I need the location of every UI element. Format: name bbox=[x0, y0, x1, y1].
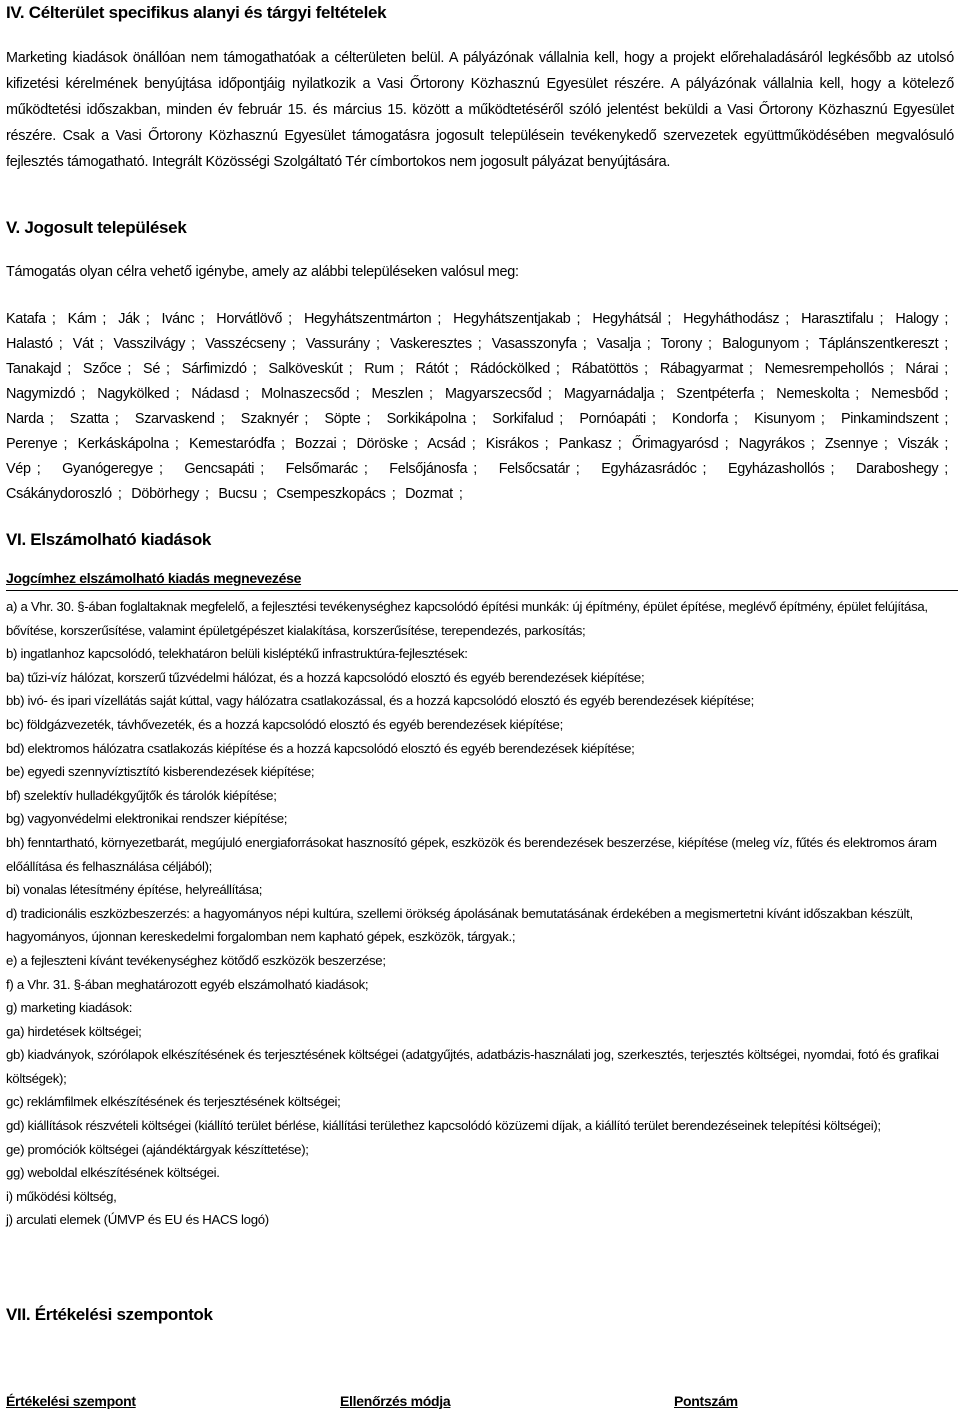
expense-item: bc) földgázvezeték, távhővezeték, és a hozzá kapcsolódó elosztó és egyéb berendezések kiépítése; bbox=[6, 716, 563, 732]
town-name: Sárfimizdó bbox=[181, 361, 247, 377]
town-separator: ; bbox=[205, 486, 209, 502]
town-name: Nádasd bbox=[191, 386, 240, 402]
town-name: Nemesrempehollós bbox=[764, 361, 884, 377]
town-name: Kám bbox=[67, 311, 97, 327]
town-separator: ; bbox=[304, 411, 309, 427]
score-header: Pontszám bbox=[674, 1393, 738, 1409]
town-separator: ; bbox=[576, 311, 581, 327]
town-name: Bozzai bbox=[295, 436, 337, 452]
town-name: Ják bbox=[118, 311, 140, 327]
section-6-title: VI. Elszámolható kiadások bbox=[6, 530, 212, 549]
town-name: Pankasz bbox=[558, 436, 612, 452]
town-name: Halogy bbox=[895, 311, 939, 327]
expense-column-header: Jogcímhez elszámolható kiadás megnevezése bbox=[6, 569, 958, 591]
town-separator: ; bbox=[245, 386, 249, 402]
town-separator: ; bbox=[582, 336, 587, 352]
town-separator: ; bbox=[220, 411, 225, 427]
town-name: Szentpéterfa bbox=[676, 386, 755, 402]
town-name: Nemesbőd bbox=[871, 386, 939, 402]
verification-method-header: Ellenőrzés módja bbox=[340, 1393, 451, 1409]
town-separator: ; bbox=[944, 336, 948, 352]
town-name: Tanakajd bbox=[6, 361, 62, 377]
town-separator: ; bbox=[944, 436, 949, 452]
town-name: Kisrákos bbox=[485, 436, 539, 452]
town-name: Felsőmarác bbox=[285, 461, 358, 477]
expense-item: ge) promóciók költségei (ajándéktárgyak készíttetése); bbox=[6, 1141, 309, 1157]
expense-item: bd) elektromos hálózatra csatlakozás kiépítése és a hozzá kapcsolódó elosztó és egyéb berendezések kiépítése; bbox=[6, 740, 635, 756]
town-separator: ; bbox=[708, 336, 712, 352]
town-name: Vát bbox=[72, 336, 94, 352]
expense-item: bb) ivó- és ipari vízellátás saját kúttal, vagy hálózatra csatlakozással, és a hozzá kapcsolódó elosztó és egyéb berendezések kiépítése; bbox=[6, 693, 754, 709]
town-name: Narda bbox=[6, 411, 44, 427]
evaluation-criterion-header: Értékelési szempont bbox=[6, 1393, 136, 1409]
town-separator: ; bbox=[127, 361, 132, 377]
town-name: Dozmat bbox=[405, 486, 453, 502]
town-name: Vasalja bbox=[596, 336, 641, 352]
town-separator: ; bbox=[291, 336, 296, 352]
expense-item: bi) vonalas létesítmény építése, helyreállítása; bbox=[6, 882, 263, 898]
expense-item: b) ingatlanhoz kapcsolódó, telekhatáron belüli kisléptékű infrastruktúra-fejlesztések: bbox=[6, 646, 468, 662]
town-separator: ; bbox=[355, 386, 360, 402]
town-separator: ; bbox=[363, 461, 368, 477]
section-4-title: IV. Célterület specifikus alanyi és tárgyi feltételek bbox=[6, 3, 387, 22]
town-name: Sé bbox=[143, 361, 161, 377]
town-separator: ; bbox=[944, 386, 949, 402]
town-separator: ; bbox=[166, 361, 170, 377]
town-name: Salköveskút bbox=[268, 361, 343, 377]
expense-item: e) a fejleszteni kívánt tevékenységhez kötődő eszközök beszerzése; bbox=[6, 952, 386, 968]
town-separator: ; bbox=[252, 361, 257, 377]
town-name: Nárai bbox=[905, 361, 939, 377]
town-name: Torony bbox=[660, 336, 703, 352]
town-separator: ; bbox=[58, 336, 63, 352]
town-name: Rábatöttös bbox=[571, 361, 639, 377]
town-name: Nagymizdó bbox=[6, 386, 76, 402]
section-5-title: V. Jogosult települések bbox=[6, 218, 187, 237]
town-separator: ; bbox=[667, 311, 672, 327]
town-name: Pornóapáti bbox=[579, 411, 646, 427]
town-name: Kondorfa bbox=[672, 411, 729, 427]
town-name: Döröske bbox=[356, 436, 408, 452]
town-separator: ; bbox=[810, 436, 815, 452]
town-separator: ; bbox=[473, 461, 477, 477]
town-name: Döbörhegy bbox=[131, 486, 199, 502]
town-separator: ; bbox=[260, 461, 264, 477]
town-name: Vasszilvágy bbox=[113, 336, 186, 352]
expense-item: gg) weboldal elkészítésének költségei. bbox=[6, 1165, 220, 1181]
town-name: Sorkikápolna bbox=[386, 411, 467, 427]
town-name: Felsőcsatár bbox=[498, 461, 570, 477]
town-separator: ; bbox=[49, 411, 54, 427]
town-separator: ; bbox=[437, 311, 442, 327]
town-separator: ; bbox=[472, 411, 476, 427]
town-name: Nagyrákos bbox=[738, 436, 805, 452]
town-list bbox=[6, 307, 954, 507]
town-separator: ; bbox=[879, 311, 884, 327]
town-name: Hegyhátsál bbox=[592, 311, 662, 327]
expense-list bbox=[6, 595, 954, 1232]
town-separator: ; bbox=[748, 361, 753, 377]
town-separator: ; bbox=[458, 486, 463, 502]
town-name: Vasasszonyfa bbox=[491, 336, 577, 352]
expense-item: ba) tűzi-víz hálózat, korszerű tűzvédelmi hálózat, és a hozzá kapcsolódó elosztó és egyéb berendezések kiépítése; bbox=[6, 669, 645, 685]
town-separator: ; bbox=[944, 361, 948, 377]
town-separator: ; bbox=[51, 311, 56, 327]
town-separator: ; bbox=[559, 411, 563, 427]
town-name: Katafa bbox=[6, 311, 46, 327]
town-name: Szaknyér bbox=[240, 411, 299, 427]
town-separator: ; bbox=[288, 311, 292, 327]
town-separator: ; bbox=[117, 486, 122, 502]
town-separator: ; bbox=[944, 411, 949, 427]
town-name: Rum bbox=[364, 361, 394, 377]
town-name: Söpte bbox=[324, 411, 361, 427]
expense-item: ga) hirdetések költségei; bbox=[6, 1023, 142, 1039]
town-name: Szatta bbox=[69, 411, 109, 427]
town-name: Sorkifalud bbox=[492, 411, 554, 427]
town-name: Szarvaskend bbox=[134, 411, 215, 427]
town-separator: ; bbox=[175, 386, 180, 402]
section-4-body: Marketing kiadások önállóan nem támogathatóak a célterületen belül. A pályázónak vállalnia kell, hogy a projekt előrehaladásáról legkésőbb az utolsó kifizetési kérelmének benyújtása időpontjáig nyilatkozik a Vasi Őrtorony Közhasznú Egyesület részére. A pályázónak vállalnia kell, hogy a kötelező működtetési időszakban, minden év február 15. és március 15. között a működtetéséről szóló jelentést beküldi a Vasi Őrtorony Közhasznú Egyesület részére. Csak a Vasi Őrtorony Közhasznú Egyesület támogatásra jogosult településein tevékenykedő szervezetek együttműködésében megvalósuló fejlesztés támogatható. Integrált Közösségi Szolgáltató Tér címbortokos nem jogosult pályázat benyújtására. bbox=[6, 50, 954, 170]
town-separator: ; bbox=[102, 311, 107, 327]
town-name: Rádóckölked bbox=[470, 361, 550, 377]
town-separator: ; bbox=[944, 311, 949, 327]
town-separator: ; bbox=[944, 461, 948, 477]
town-separator: ; bbox=[820, 411, 825, 427]
town-name: Balogunyom bbox=[722, 336, 800, 352]
town-name: Kemestaródfa bbox=[188, 436, 275, 452]
expense-item: j) arculati elemek (ÚMVP és EU és HACS logó) bbox=[6, 1212, 269, 1228]
expense-item: gc) reklámfilmek elkészítésének és terjesztésének költségei; bbox=[6, 1094, 341, 1110]
town-name: Csempeszkopács bbox=[276, 486, 386, 502]
town-separator: ; bbox=[805, 336, 809, 352]
town-separator: ; bbox=[174, 436, 179, 452]
town-separator: ; bbox=[114, 411, 119, 427]
town-name: Viszák bbox=[897, 436, 939, 452]
evaluation-table-header bbox=[6, 1393, 954, 1413]
town-name: Ivánc bbox=[161, 311, 195, 327]
town-separator: ; bbox=[342, 436, 347, 452]
town-name: Gyanógeregye bbox=[62, 461, 153, 477]
town-name: Nagykölked bbox=[97, 386, 170, 402]
expense-item: bf) szelektív hulladékgyűjtők és tárolók kiépítése; bbox=[6, 787, 277, 803]
town-name: Horvátlövő bbox=[216, 311, 283, 327]
town-name: Hegyháthodász bbox=[683, 311, 780, 327]
expense-item: d) tradicionális eszközbeszerzés: a hagyományos népi kultúra, szellemi örökség ápolásának bemutatásának érdekében a megismertetni kívánt időszakban készült, hagyományos, újonnan kereskedelmi forgalomban nem kapható gépek, eszközök, tárgyak.; bbox=[6, 905, 913, 945]
town-name: Halastó bbox=[6, 336, 53, 352]
town-separator: ; bbox=[760, 386, 764, 402]
town-separator: ; bbox=[855, 386, 859, 402]
town-name: Vasszécseny bbox=[205, 336, 286, 352]
town-name: Csákánydoroszló bbox=[6, 486, 112, 502]
town-name: Nemeskolta bbox=[776, 386, 850, 402]
town-name: Vassurány bbox=[305, 336, 370, 352]
town-separator: ; bbox=[734, 411, 738, 427]
town-separator: ; bbox=[454, 361, 459, 377]
town-separator: ; bbox=[158, 461, 163, 477]
town-name: Vaskeresztes bbox=[390, 336, 472, 352]
town-separator: ; bbox=[785, 311, 789, 327]
town-separator: ; bbox=[366, 411, 371, 427]
town-name: Magyarnádalja bbox=[563, 386, 655, 402]
expense-item: a) a Vhr. 30. §-ában foglaltaknak megfelelő, a fejlesztési tevékenységhez kapcsolódó építési munkák: új építmény, épület építése, meglévő építmény, épület felújítása, bővítése, korszerűsítése, valamint épületgépészet kialakítása, korszerűsítése, terependezés, parkosítás; bbox=[6, 599, 928, 638]
town-name: Magyarszecsőd bbox=[444, 386, 542, 402]
town-name: Perenye bbox=[6, 436, 58, 452]
town-separator: ; bbox=[375, 336, 380, 352]
town-name: Kisunyom bbox=[754, 411, 815, 427]
expense-item: f) a Vhr. 31. §-ában meghatározott egyéb elszámolható kiadások; bbox=[6, 976, 369, 992]
town-name: Felsőjánosfa bbox=[389, 461, 468, 477]
town-separator: ; bbox=[617, 436, 622, 452]
expense-item: be) egyedi szennyvíztisztító kisberendezések kiépítése; bbox=[6, 764, 315, 780]
town-separator: ; bbox=[646, 336, 651, 352]
town-name: Szőce bbox=[82, 361, 122, 377]
town-name: Pinkamindszent bbox=[840, 411, 939, 427]
section-7-title: VII. Értékelési szempontok bbox=[6, 1305, 213, 1325]
town-separator: ; bbox=[391, 486, 396, 502]
town-name: Daraboshegy bbox=[855, 461, 939, 477]
town-separator: ; bbox=[724, 436, 729, 452]
town-separator: ; bbox=[429, 386, 433, 402]
town-separator: ; bbox=[883, 436, 888, 452]
town-separator: ; bbox=[99, 336, 104, 352]
expense-item: gd) kiállítások részvételi költségei (kiállító terület bérlése, kiállítási területhez kapcsolódó közüzemi díjak, a kiállító terület berendezéseinek telepítési költségei); bbox=[6, 1118, 881, 1134]
town-name: Rábagyarmat bbox=[659, 361, 743, 377]
town-name: Kerkáskápolna bbox=[77, 436, 169, 452]
town-name: Zsennye bbox=[824, 436, 878, 452]
town-separator: ; bbox=[555, 361, 560, 377]
town-separator: ; bbox=[262, 486, 267, 502]
town-name: Gencsapáti bbox=[184, 461, 255, 477]
town-separator: ; bbox=[348, 361, 353, 377]
town-separator: ; bbox=[644, 361, 648, 377]
expense-item: bh) fenntartható, környezetbarát, megújuló energiaforrásokat hasznosító gépek, eszközök és berendezések beszerzése, kiépítése (meleg víz, fűtés és elektromos áram előállítása és felhasználása céljából); bbox=[6, 834, 937, 874]
town-separator: ; bbox=[471, 436, 476, 452]
town-name: Molnaszecsőd bbox=[261, 386, 350, 402]
town-name: Hegyhátszentmárton bbox=[303, 311, 432, 327]
town-separator: ; bbox=[830, 461, 835, 477]
town-name: Harasztifalu bbox=[801, 311, 874, 327]
town-separator: ; bbox=[702, 461, 707, 477]
town-name: Bucsu bbox=[218, 486, 257, 502]
expense-item: i) működési költség, bbox=[6, 1188, 117, 1204]
town-separator: ; bbox=[145, 311, 150, 327]
town-separator: ; bbox=[67, 361, 71, 377]
town-name: Acsád bbox=[427, 436, 466, 452]
expense-item: g) marketing kiadások: bbox=[6, 1000, 133, 1016]
town-separator: ; bbox=[63, 436, 68, 452]
town-separator: ; bbox=[575, 461, 580, 477]
expense-item: bg) vagyonvédelmi elektronikai rendszer kiépítése; bbox=[6, 811, 288, 827]
town-separator: ; bbox=[81, 386, 85, 402]
town-name: Rátót bbox=[415, 361, 449, 377]
town-separator: ; bbox=[399, 361, 404, 377]
town-separator: ; bbox=[544, 436, 549, 452]
town-name: Vép bbox=[6, 461, 31, 477]
town-name: Meszlen bbox=[371, 386, 424, 402]
town-name: Egyházashollós bbox=[727, 461, 825, 477]
town-separator: ; bbox=[36, 461, 41, 477]
town-separator: ; bbox=[547, 386, 552, 402]
section-5-intro: Támogatás olyan célra vehető igénybe, amely az alábbi településeken valósul meg: bbox=[6, 264, 519, 280]
town-name: Egyházasrádóc bbox=[601, 461, 697, 477]
town-separator: ; bbox=[191, 336, 195, 352]
town-separator: ; bbox=[280, 436, 285, 452]
town-separator: ; bbox=[651, 411, 656, 427]
town-separator: ; bbox=[477, 336, 482, 352]
town-name: Őrimagyarósd bbox=[631, 436, 719, 452]
town-name: Táplánszentkereszt bbox=[818, 336, 939, 352]
town-separator: ; bbox=[660, 386, 665, 402]
town-name: Hegyhátszentjakab bbox=[453, 311, 571, 327]
town-separator: ; bbox=[413, 436, 418, 452]
expense-item: gb) kiadványok, szórólapok elkészítésének és terjesztésének költségei (adatgyűjtés, adatbázis-használati jog, szerkesztés, terjesztés költségei, nyomdai, fotó és grafikai költségek); bbox=[6, 1047, 939, 1086]
town-separator: ; bbox=[889, 361, 894, 377]
town-separator: ; bbox=[200, 311, 205, 327]
